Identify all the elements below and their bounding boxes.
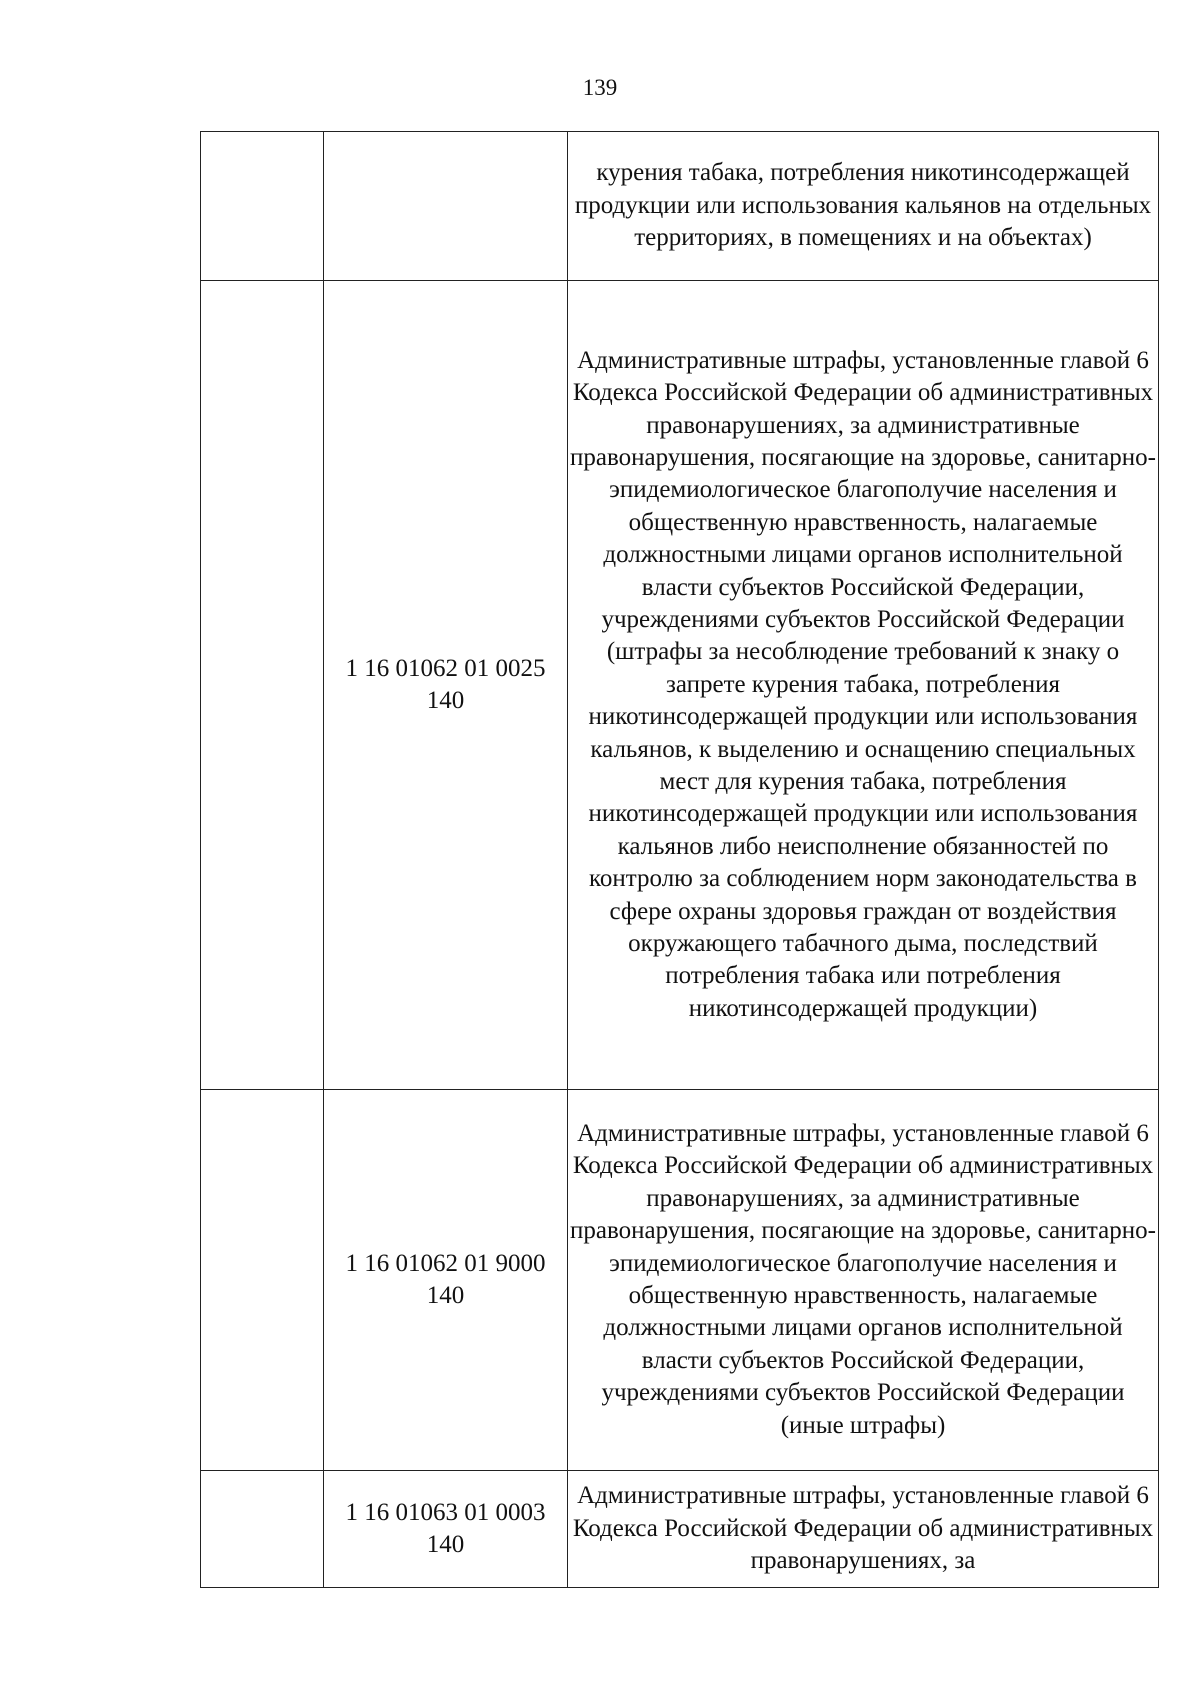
budget-code: 1 16 01063 01 0003 140 (345, 1498, 546, 1558)
budget-classification-table (200, 131, 1159, 1588)
table-row (201, 1471, 1159, 1588)
row-number-cell (201, 132, 324, 281)
description-cell: Административные штрафы, установленные главой 6 Кодекса Российской Федерации об административных правонарушениях, за (568, 1471, 1159, 1588)
description-cell: курения табака, потребления никотинсодержащей продукции или использования кальянов на отдельных территориях, в помещениях и на объектах) (568, 132, 1159, 281)
row-number-cell (201, 1471, 324, 1588)
table-row (201, 281, 1159, 1090)
budget-code: 1 16 01062 01 9000 140 (345, 1249, 546, 1309)
budget-code-cell (324, 1471, 568, 1588)
description-cell: Административные штрафы, установленные главой 6 Кодекса Российской Федерации об административных правонарушениях, за административные правонарушения, посягающие на здоровье, санитарно-эпидемиологическое благополучие населения и общественную нравственность, налагаемые должностными лицами органов исполнительной власти субъектов Российской Федерации, учреждениями субъектов Российской Федерации (иные штрафы) (568, 1090, 1159, 1471)
table-row (201, 1090, 1159, 1471)
budget-code-cell (324, 281, 568, 1090)
budget-code-cell (324, 1090, 568, 1471)
description-cell: Административные штрафы, установленные главой 6 Кодекса Российской Федерации об административных правонарушениях, за административные правонарушения, посягающие на здоровье, санитарно-эпидемиологическое благополучие населения и общественную нравственность, налагаемые должностными лицами органов исполнительной власти субъектов Российской Федерации, учреждениями субъектов Российской Федерации (штрафы за несоблюдение требований к знаку о запрете курения табака, потребления никотинсодержащей продукции или использования кальянов, к выделению и оснащению специальных мест для курения табака, потребления никотинсодержащей продукции или использования кальянов либо неисполнение обязанностей по контролю за соблюдением норм законодательства в сфере охраны здоровья граждан от воздействия окружающего табачного дыма, последствий потребления табака или потребления никотинсодержащей продукции) (568, 281, 1159, 1090)
table-row (201, 132, 1159, 281)
row-number-cell (201, 281, 324, 1090)
page-number: 139 (582, 75, 618, 100)
budget-code: 1 16 01062 01 0025 140 (345, 654, 546, 714)
budget-code-cell (324, 132, 568, 281)
row-number-cell (201, 1090, 324, 1471)
